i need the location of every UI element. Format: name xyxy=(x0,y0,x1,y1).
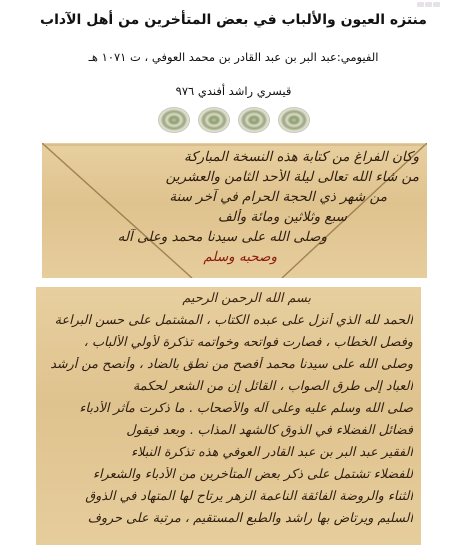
scan-edge-marks xyxy=(417,2,439,8)
colophon-line: من شاء الله تعالى ليلة الأحد الثامن والعشرين xyxy=(165,169,419,185)
library-reference: قيسري راشد أفندي ٩٧٦ xyxy=(175,84,292,98)
opening-line: للفضلاء تشتمل على ذكر بعض المتأخرين من الأدباء والشعراء xyxy=(92,467,413,482)
document-title: منتزه العيون والألباب في بعض المتأخرين من أهل الآداب xyxy=(40,12,427,28)
opening-line: فضائل الفضلاء في الذوق كالشهد المذاب . وبعد فيقول xyxy=(126,423,413,438)
opening-line: وصلى الله على سيدنا محمد أفصح من نطق بالضاد ، وأنصح من أرشد xyxy=(50,357,413,372)
colophon-line: وكان الفراغ من كتابة هذه النسخة المباركة xyxy=(183,149,419,165)
colophon-line: وصلى الله على سيدنا محمد وعلى آله xyxy=(117,229,327,245)
rosette-ornament-icon xyxy=(279,108,309,132)
rosette-ornament-icon xyxy=(159,108,189,132)
rosette-ornament-icon xyxy=(199,108,229,132)
opening-line: الثناء والروضة الفائقة الناعمة الزهر يرتاح لها المتهاد في الذوق xyxy=(85,489,413,504)
opening-line: السليم ويرتاض بها راشد والطبع المستقيم ، مرتبة على حروف xyxy=(87,511,413,526)
opening-line: الفقير عبد البر بن عبد القادر العوفي هذه تذكرة النبلاء xyxy=(131,445,413,460)
colophon-line: سبع وثلاثين ومائة وألف xyxy=(217,209,347,225)
manuscript-opening-image xyxy=(36,287,421,545)
basmala-line: بسم الله الرحمن الرحيم xyxy=(182,291,311,306)
author-line: الفيومي:عبد البر بن عبد القادر بن محمد العوفي ، ت ١٠٧١ هـ xyxy=(88,50,379,64)
colophon-line: من شهر ذي الحجة الحرام في آخر سنة xyxy=(169,189,387,205)
opening-line: الحمد لله الذي أنزل على عبده الكتاب ، المشتمل على حسن البراعة xyxy=(54,313,413,328)
colophon-line: وصحبه وسلم xyxy=(203,249,277,265)
opening-line: العباد إلى طرق الصواب ، القائل إن من الشعر لحكمة xyxy=(132,379,413,394)
opening-line: صلى الله وسلم عليه وعلى آله والأصحاب . ما ذكرت مآثر الأدباء xyxy=(79,401,413,416)
ornament-row xyxy=(159,108,309,132)
opening-line: وفصل الخطاب ، فصارت فواتحه وخواتمه تذكرة لأولي الألباب ، xyxy=(83,335,413,350)
rosette-ornament-icon xyxy=(239,108,269,132)
manuscript-colophon-image xyxy=(42,143,427,278)
